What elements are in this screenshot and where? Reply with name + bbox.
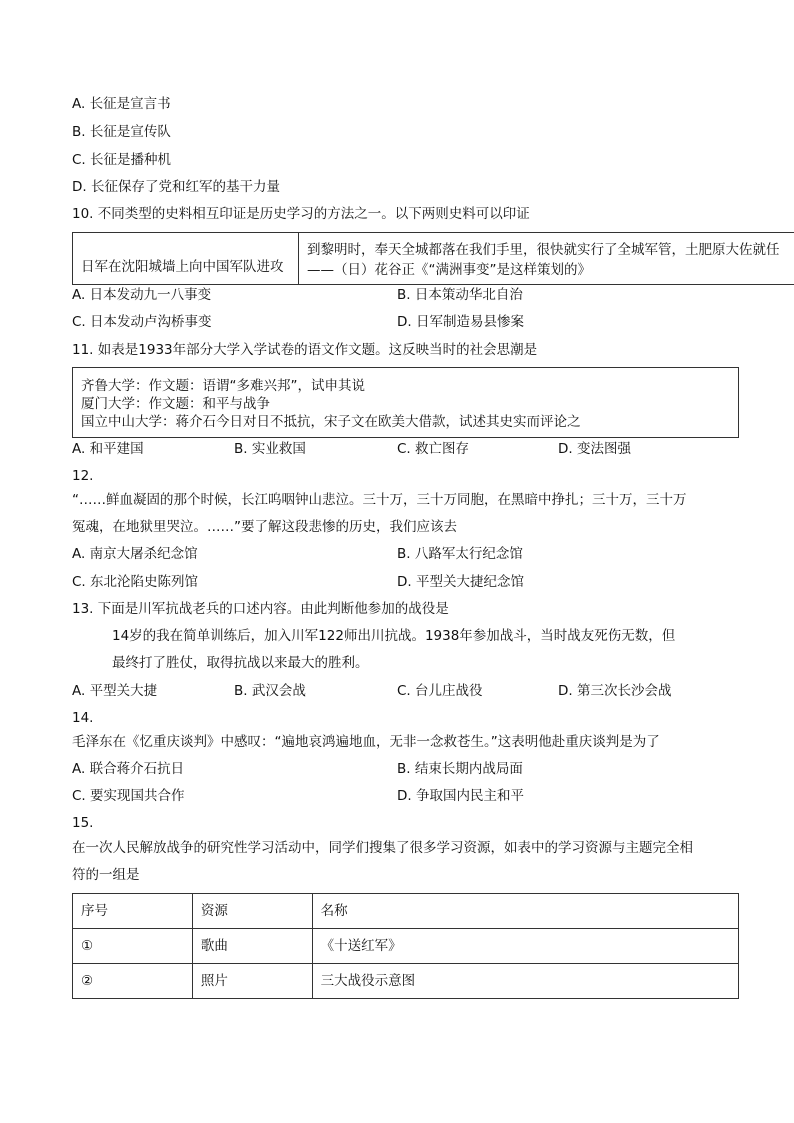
table-row (73, 929, 739, 964)
q13-quote-line1: 14岁的我在简单训练后，加入川军122师出川抗战。1938年参加战斗，当时战友死伤无数，但 (112, 628, 676, 644)
q11-option-c: C. 救亡图存 (397, 441, 470, 457)
q11-option-d: D. 变法图强 (558, 441, 631, 457)
q10-stem: 10. 不同类型的史料相互印证是历史学习的方法之一。以下两则史料可以印证 (72, 206, 530, 222)
q10-option-a: A. 日本发动九一八事变 (72, 287, 212, 303)
q13-quote-line2: 最终打了胜仗，取得抗战以来最大的胜利。 (112, 655, 369, 671)
q11-box-line: 国立中山大学：蒋介石今日对日不抵抗，宋子文在欧美大借款，试述其史实而评论之 (81, 414, 581, 430)
q14-stem: 毛泽东在《忆重庆谈判》中感叹：“遍地哀鸿遍地血，无非一念救苍生。”这表明他赴重庆谈判是为了 (72, 734, 660, 750)
q15-stem-line2: 符的一组是 (72, 867, 140, 883)
table-header-cell: 资源 (192, 894, 312, 929)
table-cell: 三大战役示意图 (312, 964, 738, 999)
q14-option-c: C. 要实现国共合作 (72, 788, 185, 804)
q9-option-b: B. 长征是宣传队 (72, 124, 171, 140)
q10-option-b: B. 日本策动华北自治 (397, 287, 523, 303)
q11-box-line: 厦门大学：作文题：和平与战争 (81, 396, 270, 412)
q12-stem-line1: “……鲜血凝固的那个时候，长江呜咽钟山悲泣。三十万，三十万同胞，在黑暗中挣扎；三十万，三十万 (72, 492, 687, 508)
q12-option-b: B. 八路军太行纪念馆 (397, 546, 523, 562)
table-cell: ① (73, 929, 193, 964)
q12-option-d: D. 平型关大捷纪念馆 (397, 574, 524, 590)
q10-right-line2: ——（日）花谷正《“满洲事变”是这样策划的》 (307, 262, 591, 278)
q12-stem-line2: 冤魂，在地狱里哭泣。……”要了解这段悲惨的历史，我们应该去 (72, 519, 457, 535)
q12-option-a: A. 南京大屠杀纪念馆 (72, 546, 198, 562)
q14-option-a: A. 联合蒋介石抗日 (72, 761, 185, 777)
q10-left-cell: 日军在沈阳城墙上向中国军队进攻 (81, 259, 284, 275)
table-cell: ② (73, 964, 193, 999)
q12-number: 12. (72, 468, 94, 484)
q15-stem-line1: 在一次人民解放战争的研究性学习活动中，同学们搜集了很多学习资源，如表中的学习资源与主题完全相 (72, 840, 693, 856)
q15-resource-table (72, 893, 739, 999)
q11-option-a: A. 和平建国 (72, 441, 144, 457)
table-header-cell: 序号 (73, 894, 193, 929)
q10-cell-divider (298, 233, 299, 284)
q10-option-d: D. 日军制造易县惨案 (397, 314, 524, 330)
q14-number: 14. (72, 710, 94, 726)
q13-option-c: C. 台儿庄战役 (397, 683, 483, 699)
q9-option-c: C. 长征是播种机 (72, 152, 172, 168)
q11-exam-box (72, 367, 739, 438)
q11-stem: 11. 如表是1933年部分大学入学试卷的语文作文题。这反映当时的社会思潮是 (72, 342, 538, 358)
q10-option-c: C. 日本发动卢沟桥事变 (72, 314, 212, 330)
q15-number: 15. (72, 815, 94, 831)
q12-option-c: C. 东北沦陷史陈列馆 (72, 574, 199, 590)
q11-option-b: B. 实业救国 (234, 441, 306, 457)
q13-option-d: D. 第三次长沙会战 (558, 683, 672, 699)
table-row (73, 964, 739, 999)
table-header-row (73, 894, 739, 929)
q13-stem: 13. 下面是川军抗战老兵的口述内容。由此判断他参加的战役是 (72, 601, 449, 617)
q14-option-b: B. 结束长期内战局面 (397, 761, 523, 777)
q10-source-table (72, 232, 794, 285)
q9-option-a: A. 长征是宣言书 (72, 96, 171, 112)
q13-option-a: A. 平型关大捷 (72, 683, 158, 699)
q10-right-line1: 到黎明时，奉天全城都落在我们手里，很快就实行了全城军管，土肥原大佐就任 (307, 242, 780, 258)
q13-option-b: B. 武汉会战 (234, 683, 306, 699)
table-header-cell: 名称 (312, 894, 738, 929)
q14-option-d: D. 争取国内民主和平 (397, 788, 524, 804)
q11-box-line: 齐鲁大学：作文题：语谓“多难兴邦”，试申其说 (81, 378, 365, 394)
table-cell: 照片 (192, 964, 312, 999)
q9-option-d: D. 长征保存了党和红军的基干力量 (72, 179, 280, 195)
table-cell: 《十送红军》 (312, 929, 738, 964)
table-cell: 歌曲 (192, 929, 312, 964)
